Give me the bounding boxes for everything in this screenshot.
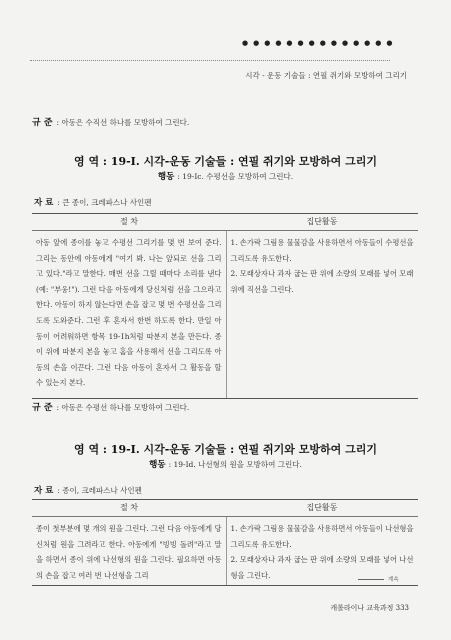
section-1-behavior-text: : 19-Ic. 수평선을 모방하여 그린다.: [177, 172, 294, 181]
section-2-materials-label: 자 료: [34, 486, 54, 496]
section-2-materials-text: : 종이, 크레파스나 사인펜: [57, 486, 142, 495]
running-title: 시각 - 운동 기술들 : 연필 쥐기와 모방하여 그리기: [245, 71, 407, 80]
section-1-materials-text: : 큰 종이, 크레파스나 사인펜: [57, 198, 152, 207]
section-1-group-list: [231, 235, 415, 297]
section-1-col-procedure: 절 차: [32, 214, 226, 231]
header-rule: [30, 60, 390, 61]
section-2-group-item: 2. 모래상자나 과자 굽는 판 위에 소량의 모래를 넣어 나선형을 그린다.: [230, 555, 414, 580]
section-2-col-group: 집단활동: [226, 500, 418, 517]
criteria-1: [32, 115, 189, 128]
section-2-col-procedure: 절 차: [32, 500, 226, 517]
section-1-area-title: 영 역 : 19-I. 시각-운동 기술들 : 연필 쥐기와 모방하여 그리기: [74, 155, 377, 168]
section-1-col-group: 집단활동: [226, 214, 418, 231]
header-dot-ornament: ●●●●●●●●●●●●●●: [242, 39, 398, 47]
section-2-procedure-cell: [32, 517, 226, 586]
section-2-behavior-text: : 19-Id. 나선형의 원을 모방하여 그린다.: [168, 460, 302, 469]
continued-rule: [358, 579, 384, 580]
section-1-group-item: 1. 손가락 그림용 물물감을 사용하면서 아동들이 수평선을 그리도록 유도한다.: [230, 238, 414, 263]
section-2-behavior-label: 행동: [149, 460, 166, 470]
section-1-materials: [34, 196, 152, 208]
section-2-group-item: 1. 손가락 그림용 물물감을 사용하면서 아동들이 나선형을 그리도록 유도한다.: [230, 524, 414, 549]
section-1-behavior-label: 행동: [157, 172, 175, 182]
criteria-2-text: : 아동은 수평선 하나를 모방하여 그린다.: [56, 403, 190, 412]
section-1-procedure-text: 아동 앞에 종이를 놓고 수평선 그리기를 몇 번 보여 준다. 그리는 동안에 아동에게 "여기 봐. 나는 앞되로 선을 그리고 있다."라고 말한다. 매번 선을 그릴 때마다 소리를 낸다(예: "부웅!"). 그런 다음 아동에게 당신처럼 선을 그으라고 한다. 아동이 하지 않는다면 손을 잡고 몇 번 수평선을 그리도록 도와준다. 그런 후 혼자서 한번 하도록 한다. 만일 아동이 어려워하면 항목 19-Ⅰh처럼 따분지 본을 만든다. 종이 위에 따분지 본을 놓고 홈을 사용해서 선을 그리도록 아동의 손을 이끈다. 그런 다음 아동이 혼자서 그 활동을 할 수 있는지 본다.: [36, 238, 222, 388]
page-folio: 캐롤라이나 교육과정 333: [330, 604, 409, 612]
continued-marker: [358, 575, 399, 583]
section-1-behavior: [0, 170, 451, 182]
criteria-2-label: 규 준: [32, 403, 53, 413]
criteria-2: [32, 400, 189, 413]
section-2-procedure-text: 종이 첫부분에 몇 개의 원을 그린다. 그런 다음 아동에게 당신처럼 원을 그려라고 한다. 아동에게 "빙빙 돌려"라고 말을 하면서 종이 위에 나선형의 원을 그린다. 필요하면 아동의 손을 잡고 여러 번 나선형을 그리: [36, 524, 222, 580]
section-1-group-item: 2. 모래상자나 과자 굽는 판 위에 소량의 모래를 넣어 모래 위에 직선을 그린다.: [230, 269, 414, 294]
criteria-1-text: : 아동은 수직선 하나를 모방하여 그린다.: [56, 118, 190, 127]
section-2-behavior: [0, 458, 451, 470]
section-1-table: [32, 213, 418, 399]
criteria-1-label: 규 준: [32, 118, 53, 128]
section-2-area-title: 영 역 : 19-I. 시각-운동 기술들 : 연필 쥐기와 모방하여 그리기: [74, 443, 377, 456]
section-1-group-cell: [226, 231, 418, 399]
continued-text: 계속: [388, 577, 399, 583]
section-1-procedure-cell: [32, 231, 226, 399]
section-2-materials: [34, 484, 142, 496]
section-1-materials-label: 자 료: [34, 198, 54, 208]
section-2-table: [32, 499, 418, 586]
